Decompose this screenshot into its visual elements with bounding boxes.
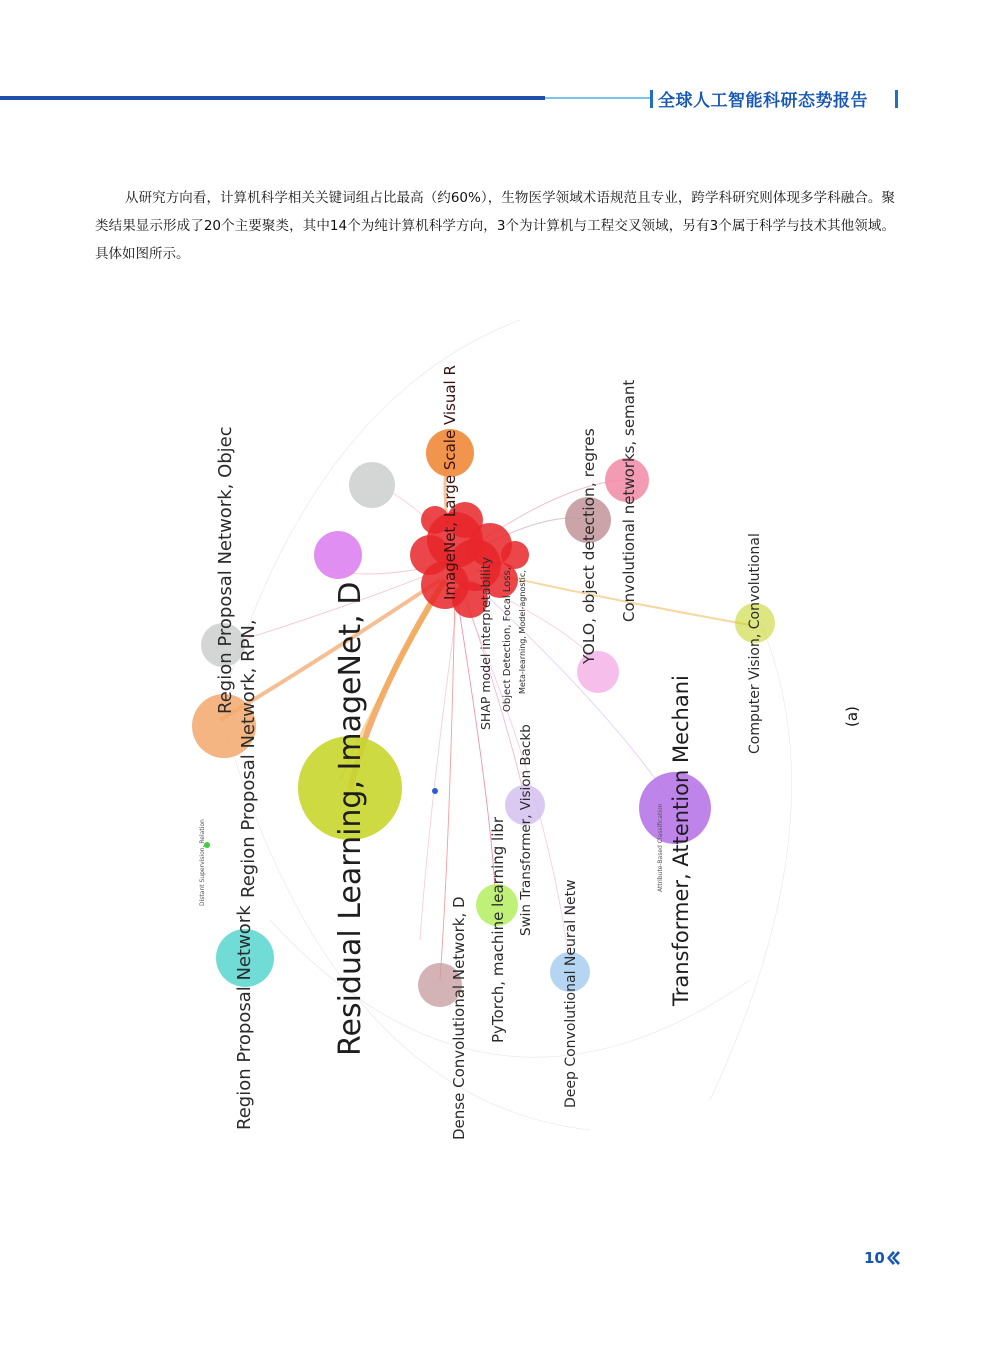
- network-figure: [190, 280, 880, 1160]
- chevron-left-icon: [884, 1250, 900, 1266]
- body-paragraph: 从研究方向看，计算机科学相关关键词组占比最高（约60%），生物医学领域术语规范且专业，跨学科研究则体现多学科融合。聚类结果显示形成了20个主要聚类，其中14个为纯计算机科学方向，3个为计算机与工程交叉领域，另有3个属于科学与技术其他领域。具体如图所示。: [95, 190, 895, 262]
- label-object-detection-focal: Object Detection, Focal Loss,: [502, 567, 513, 712]
- label-imagenet-large: ImageNet, Large Scale Visual R: [441, 365, 459, 600]
- label-swin: Swin Transformer, Vision Backb: [518, 724, 534, 936]
- header-bar-left: [650, 90, 653, 108]
- label-yolo: YOLO, object detection, regres: [580, 428, 598, 664]
- page-number: 10: [864, 1249, 885, 1267]
- label-residual-learning: Residual Learning, ImageNet, D: [333, 581, 368, 1056]
- label-meta-learning: Meta-learning, Model-agnostic,: [518, 570, 527, 694]
- label-computer-vision: Computer Vision, Convolutional: [747, 533, 763, 754]
- figure-caption: (a): [843, 706, 861, 727]
- label-pytorch: PyTorch, machine learning libr: [489, 816, 507, 1043]
- label-deep-conv: Deep Convolutional Neural Netw: [563, 879, 579, 1108]
- label-dense: Dense Convolutional Network, D: [450, 896, 468, 1140]
- report-title: 全球人工智能科研态势报告: [658, 91, 868, 111]
- label-attribute-based: Attribute-Based Classification: [657, 803, 664, 892]
- label-rpn-objec: Region Proposal Network, Objec: [215, 426, 236, 714]
- node-magenta: [314, 531, 362, 579]
- label-rpn-main: Region Proposal Network: [234, 905, 255, 1130]
- label-rpn-rpn: Region Proposal Network, RPN,: [238, 619, 259, 898]
- label-shap: SHAP model interpretability: [478, 556, 493, 730]
- header-rule-accent: [545, 97, 650, 99]
- node-grey-top: [349, 462, 395, 508]
- header-rule: [0, 96, 545, 100]
- label-distant-supervision: Distant Supervision, Relation: [199, 819, 206, 906]
- label-transformer: Transformer, Attention Mechani: [669, 675, 693, 1006]
- node-tiny-blue: [432, 788, 438, 794]
- header-bar-right: [895, 90, 898, 108]
- label-conv-networks: Convolutional networks, semant: [620, 379, 638, 622]
